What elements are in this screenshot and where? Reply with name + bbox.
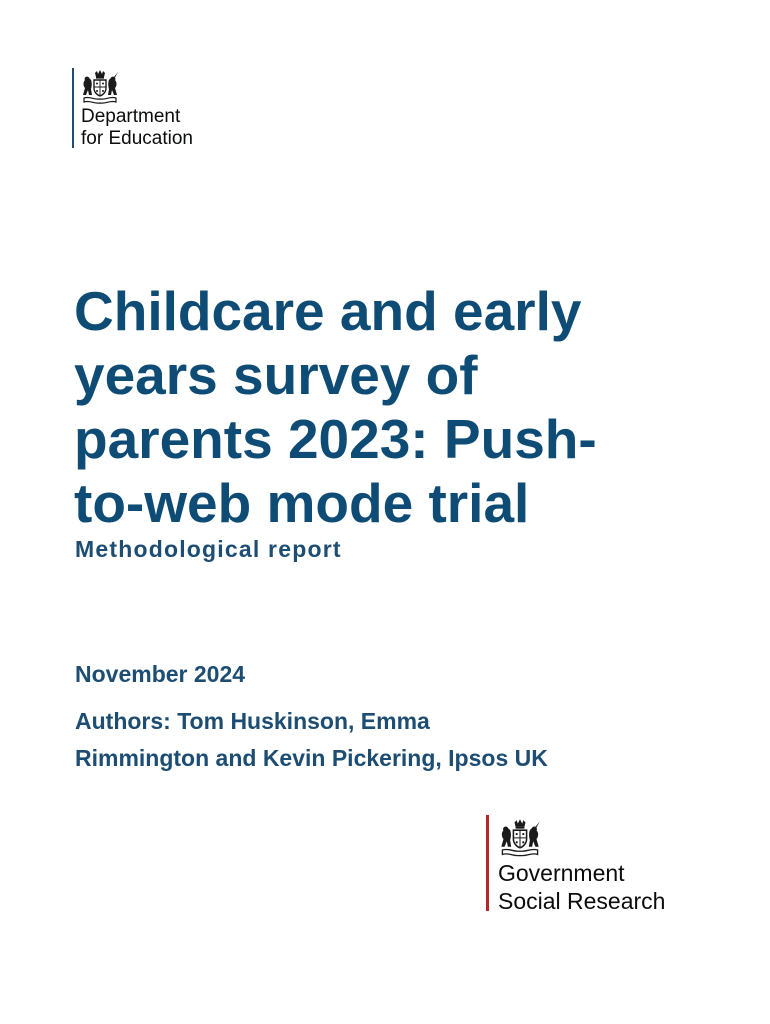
- report-title-line-1: Childcare and early: [74, 280, 582, 342]
- department-name-line-2: for Education: [81, 128, 193, 149]
- report-title: [74, 279, 714, 535]
- publication-date: November 2024: [75, 661, 246, 687]
- department-for-education-logo: [72, 68, 232, 152]
- report-subtitle: Methodological report: [75, 536, 342, 562]
- report-title-line-3: parents 2023: Push-: [74, 408, 597, 470]
- report-authors: [75, 703, 548, 777]
- royal-coat-of-arms-icon: [80, 70, 120, 106]
- logo-divider-rule: [72, 68, 74, 148]
- gsr-logo-divider-rule: [486, 815, 489, 911]
- department-name: [81, 106, 193, 150]
- gsr-name-line-2: Social Research: [498, 888, 666, 914]
- report-title-line-2: years survey of: [74, 344, 478, 406]
- report-title-line-4: to-web mode trial: [74, 472, 530, 534]
- report-authors-line-2: Rimmington and Kevin Pickering, Ipsos UK: [75, 745, 548, 771]
- government-social-research-logo: [486, 815, 706, 915]
- gsr-name: [498, 859, 665, 915]
- gsr-name-line-1: Government: [498, 860, 625, 886]
- department-name-line-1: Department: [81, 106, 181, 127]
- report-authors-line-1: Authors: Tom Huskinson, Emma: [75, 708, 430, 734]
- royal-coat-of-arms-icon: [498, 819, 542, 859]
